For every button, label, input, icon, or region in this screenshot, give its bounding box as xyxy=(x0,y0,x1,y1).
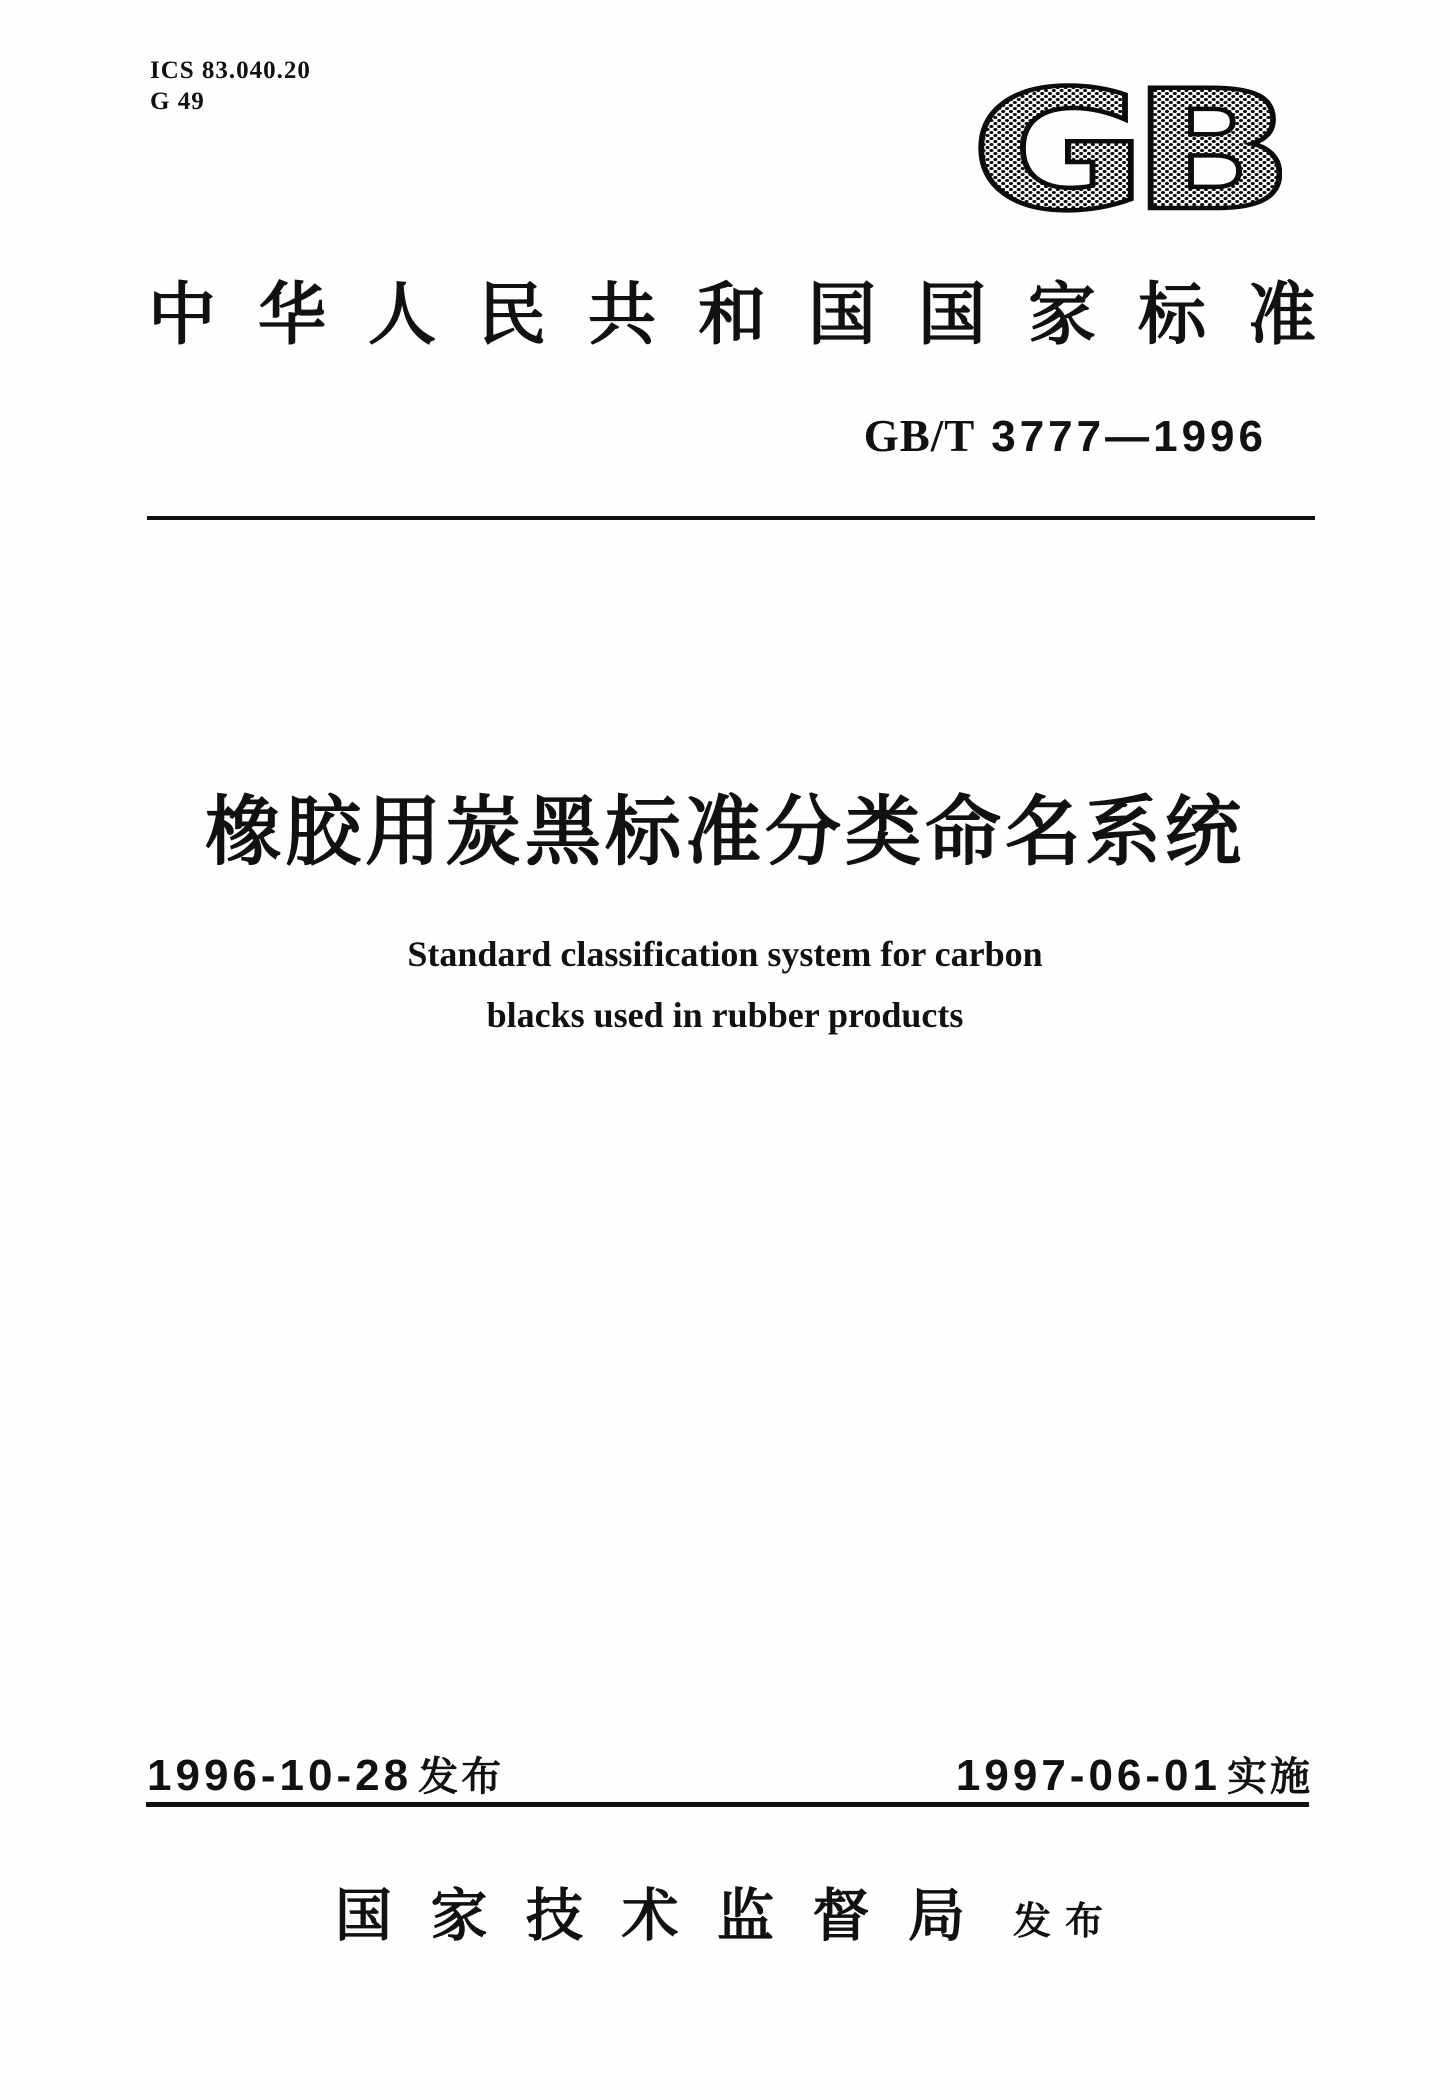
issue-date-label: 发布 xyxy=(418,1755,505,1799)
implement-date-label: 实施 xyxy=(1227,1755,1313,1799)
top-rule xyxy=(147,516,1315,520)
issuer-label: 发布 xyxy=(1013,1900,1118,1943)
implement-date: 1997-06-01 xyxy=(955,1751,1221,1800)
ics-code: ICS 83.040.20 xyxy=(150,57,311,84)
standard-number xyxy=(864,410,1267,462)
doc-class-code: G 49 xyxy=(150,88,205,115)
standard-title-english-line1: Standard classification system for carbon xyxy=(407,934,1043,974)
standard-number-digits: 3777—1996 xyxy=(991,412,1267,461)
standard-title-english-line2: blacks used in rubber products xyxy=(486,995,964,1035)
bottom-rule xyxy=(146,1802,1309,1807)
issue-date-group xyxy=(147,1745,504,1802)
gb-logo-text: GB xyxy=(970,80,1279,218)
gb-logo xyxy=(970,80,1282,218)
issuer-row xyxy=(335,1880,1120,1954)
standard-title-english xyxy=(135,924,1315,1046)
dates-row xyxy=(147,1745,1313,1802)
issue-date: 1996-10-28 xyxy=(147,1751,413,1800)
implement-date-group xyxy=(956,1745,1313,1802)
issuer-name: 国家技术监督局 xyxy=(335,1885,965,1948)
standard-number-prefix: GB/T xyxy=(863,411,976,461)
standard-title-chinese: 橡胶用炭黑标准分类命名系统 xyxy=(205,790,1245,875)
national-standard-heading: 中华人民共和国国家标准 xyxy=(148,277,1316,353)
classification-codes xyxy=(150,55,311,117)
